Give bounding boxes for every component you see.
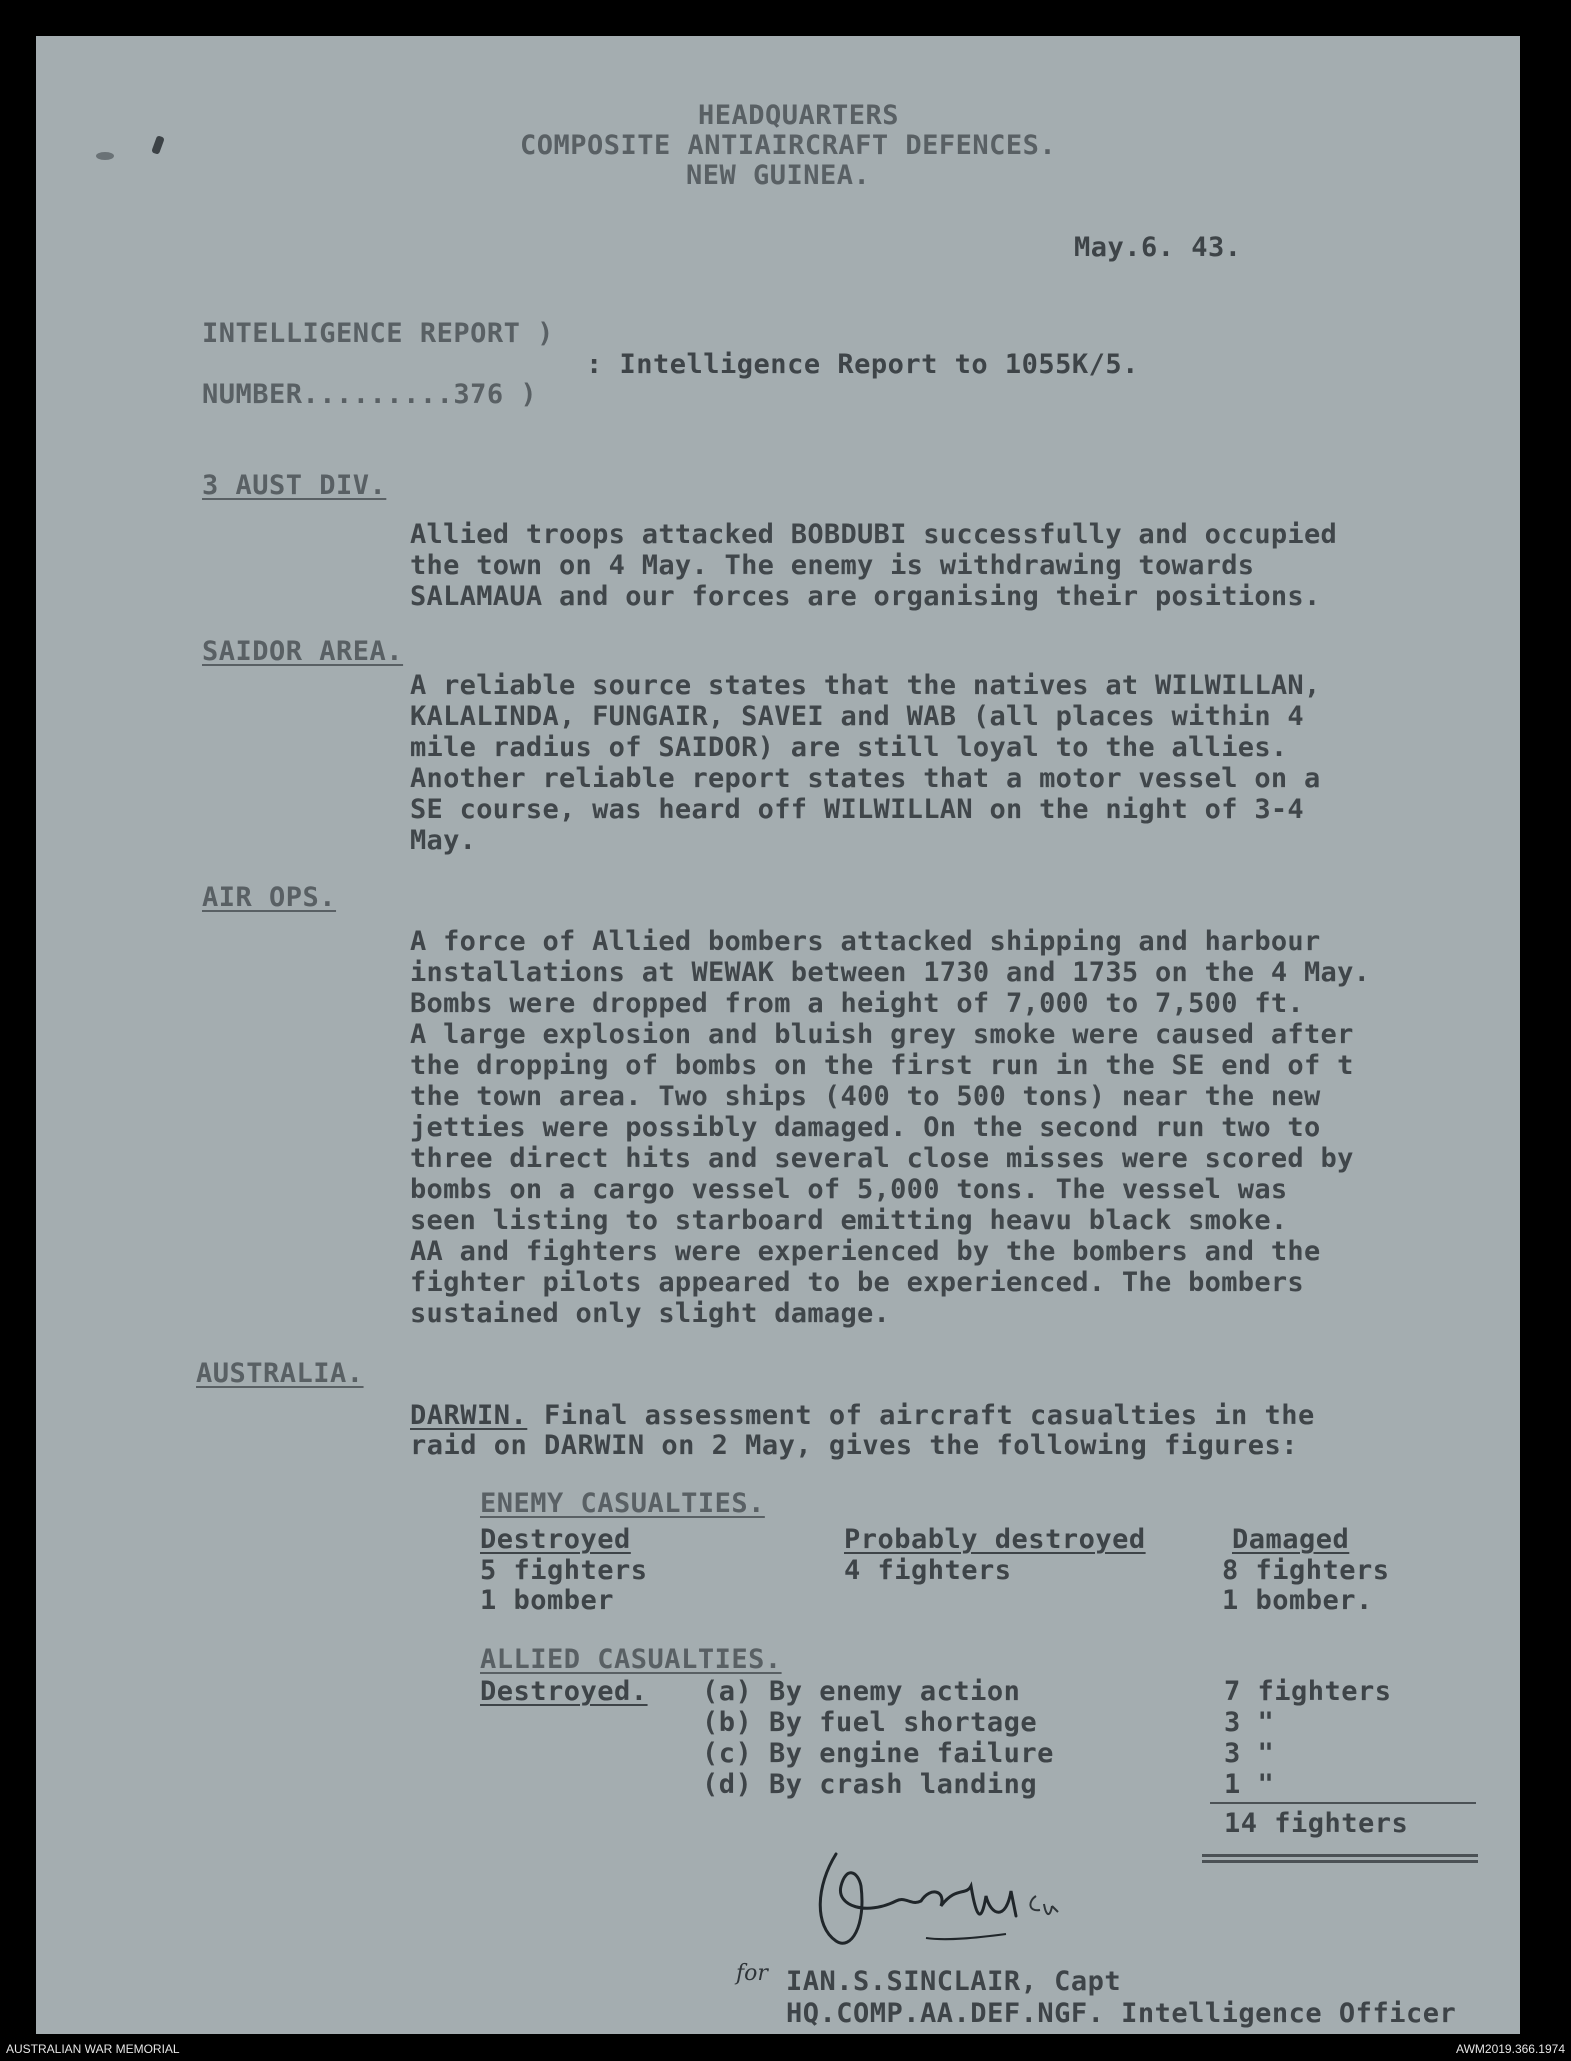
allied-count-d: 1 " [1224, 1769, 1275, 1800]
footer-reference-id: AWM2019.366.1974 [1456, 2042, 1565, 2056]
allied-cause-b: (b) By fuel shortage [702, 1707, 1038, 1738]
text-line: Allied troops attacked BOBDUBI successfully and occupied [410, 519, 1338, 550]
text-line: the dropping of bombs on the first run in the SE end of t [410, 1050, 1354, 1081]
darwin-line-2: raid on DARWIN on 2 May, gives the following figures: [410, 1430, 1299, 1461]
allied-total: 14 fighters [1224, 1808, 1409, 1839]
footer-source-label: AUSTRALIAN WAR MEMORIAL [6, 2042, 180, 2056]
enemy-casualties-title: ENEMY CASUALTIES. [480, 1488, 765, 1519]
sum-rule [1210, 1802, 1476, 1804]
text-line: the town on 4 May. The enemy is withdrawing towards [410, 550, 1255, 581]
allied-cause-a: (a) By enemy action [702, 1676, 1021, 1707]
allied-count-a: 7 fighters [1224, 1676, 1392, 1707]
text-line: May. [410, 825, 477, 856]
allied-count-c: 3 " [1224, 1738, 1275, 1769]
header-line-2: COMPOSITE ANTIAIRCRAFT DEFENCES. [520, 130, 1057, 161]
text-line: jetties were possibly damaged. On the second run two to [410, 1112, 1321, 1143]
ink-mark [151, 135, 165, 155]
total-double-rule-top [1202, 1854, 1478, 1857]
saidor-paragraph [410, 670, 1321, 856]
enemy-damaged-bomber: 1 bomber. [1222, 1585, 1373, 1616]
section-heading-australia: AUSTRALIA. [196, 1358, 364, 1389]
text-line: SE course, was heard off WILWILLAN on the night of 3-4 [410, 794, 1304, 825]
report-label: INTELLIGENCE REPORT ) [202, 318, 554, 349]
text-line: A reliable source states that the natives at WILWILLAN, [410, 670, 1321, 701]
paper-blemish [96, 152, 114, 160]
section-heading-saidor: SAIDOR AREA. [202, 636, 404, 667]
report-number: NUMBER.........376 ) [202, 379, 538, 410]
text-line: AA and fighters were experienced by the bombers and the [410, 1236, 1321, 1267]
report-subject: : Intelligence Report to 1055K/5. [586, 349, 1139, 380]
allied-count-b: 3 " [1224, 1707, 1275, 1738]
text-line: mile radius of SAIDOR) are still loyal to the allies. [410, 732, 1288, 763]
text-line: bombs on a cargo vessel of 5,000 tons. The vessel was [410, 1174, 1288, 1205]
enemy-probably-fighters: 4 fighters [844, 1555, 1012, 1586]
signatory-name: IAN.S.SINCLAIR, Capt [786, 1966, 1122, 1997]
text-line: A force of Allied bombers attacked shipping and harbour [410, 926, 1321, 957]
report-date: May.6. 43. [1074, 232, 1242, 263]
text-line: Bombs were dropped from a height of 7,000 to 7,500 ft. [410, 988, 1304, 1019]
handwritten-signature [806, 1846, 1066, 1986]
text-line: KALALINDA, FUNGAIR, SAVEI and WAB (all places within 4 [410, 701, 1304, 732]
for-mark: for [736, 1961, 768, 1986]
text-line: the town area. Two ships (400 to 500 tons) near the new [410, 1081, 1321, 1112]
enemy-destroyed-bomber: 1 bomber [480, 1585, 615, 1616]
allied-cause-c: (c) By engine failure [702, 1738, 1054, 1769]
allied-casualties-title: ALLIED CASUALTIES. [480, 1644, 782, 1675]
text-line: Another reliable report states that a motor vessel on a [410, 763, 1321, 794]
total-double-rule-bottom [1202, 1860, 1478, 1863]
document-page [36, 36, 1520, 2034]
text-line: sustained only slight damage. [410, 1298, 891, 1329]
darwin-label: DARWIN. [410, 1400, 528, 1431]
signatory-office: HQ.COMP.AA.DEF.NGF. Intelligence Officer [786, 1998, 1457, 2029]
header-line-1: HEADQUARTERS [698, 100, 900, 131]
allied-cause-d: (d) By crash landing [702, 1769, 1038, 1800]
text-line: installations at WEWAK between 1730 and 1735 on the 4 May. [410, 957, 1371, 988]
enemy-damaged-fighters: 8 fighters [1222, 1555, 1390, 1586]
air-ops-paragraph [410, 926, 1370, 1329]
text-line: SALAMAUA and our forces are organising their positions. [410, 581, 1321, 612]
text-line: fighter pilots appeared to be experienced. The bombers [410, 1267, 1304, 1298]
aust-div-paragraph [410, 519, 1337, 612]
section-heading-air-ops: AIR OPS. [202, 882, 337, 913]
text-line: A large explosion and bluish grey smoke were caused after [410, 1019, 1354, 1050]
enemy-damaged-header: Damaged [1232, 1524, 1350, 1555]
darwin-line-1 [410, 1400, 1315, 1431]
enemy-destroyed-header: Destroyed [480, 1524, 631, 1555]
section-heading-aust-div: 3 AUST DIV. [202, 470, 387, 501]
header-line-3: NEW GUINEA. [686, 160, 871, 191]
enemy-probably-header: Probably destroyed [844, 1524, 1146, 1555]
text-line: seen listing to starboard emitting heavu black smoke. [410, 1205, 1288, 1236]
enemy-destroyed-fighters: 5 fighters [480, 1555, 648, 1586]
allied-destroyed-label: Destroyed. [480, 1676, 648, 1707]
text-line: three direct hits and several close misses were scored by [410, 1143, 1354, 1174]
darwin-text: Final assessment of aircraft casualties in the [527, 1400, 1315, 1431]
